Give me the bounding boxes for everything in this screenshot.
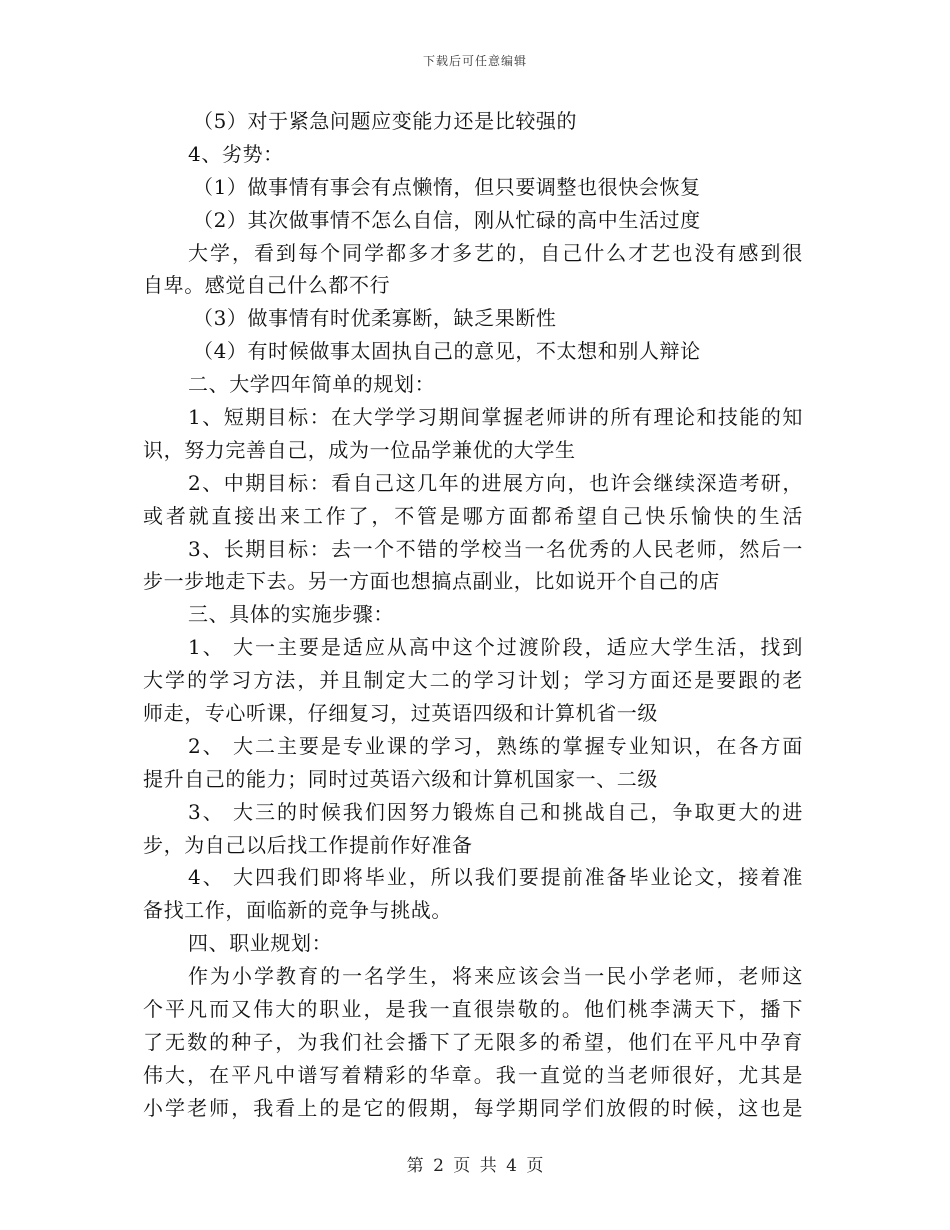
- paragraph-line: 师走，专心听课，仔细复习，过英语四级和计算机省一级: [143, 701, 658, 726]
- paragraph-line: 识，努力完善自己，成为一位品学兼优的大学生: [143, 437, 576, 462]
- paragraph-line: 4、 大四我们即将毕业，所以我们要提前准备毕业论文，接着准: [188, 865, 803, 890]
- page-header: 下载后可任意编辑: [422, 54, 527, 68]
- paragraph-line: 3、长期目标：去一个不错的学校当一名优秀的人民老师，然后一: [188, 536, 803, 561]
- paragraph-line: 大学，看到每个同学都多才多艺的，自己什么才艺也没有感到很: [188, 240, 803, 265]
- paragraph-line: 步，为自己以后找工作提前作好准备: [143, 832, 473, 857]
- paragraph-line: 个平凡而又伟大的职业，是我一直很崇敬的。他们桃李满天下，播下: [143, 997, 803, 1022]
- document-body: [143, 105, 803, 1125]
- paragraph-line: 2、 大二主要是专业课的学习，熟练的掌握专业知识，在各方面: [188, 733, 803, 758]
- paragraph-line: 3、 大三的时候我们因努力锻炼自己和挑战自己，争取更大的进: [188, 799, 803, 824]
- paragraph-line: 伟大，在平凡中谱写着精彩的华章。我一直觉的当老师很好，尤其是: [143, 1062, 803, 1087]
- section-heading: 四、职业规划：: [188, 931, 333, 956]
- paragraph-line: （3）做事情有时优柔寡断，缺乏果断性: [193, 306, 557, 331]
- paragraph-line: （4）有时候做事太固执自己的意见，不太想和别人辩论: [193, 339, 701, 364]
- section-heading: 三、具体的实施步骤：: [188, 602, 394, 627]
- paragraph-line: 或者就直接出来工作了，不管是哪方面都希望自己快乐愉快的生活: [143, 503, 803, 528]
- paragraph-line: 2、中期目标：看自己这几年的进展方向，也许会继续深造考研，: [188, 470, 803, 495]
- paragraph-line: （5）对于紧急问题应变能力还是比较强的: [193, 109, 578, 133]
- paragraph-line: 大学的学习方法，并且制定大二的学习计划；学习方面还是要跟的老: [143, 668, 803, 693]
- paragraph-line: 备找工作，面临新的竞争与挑战。: [143, 898, 452, 923]
- paragraph-line: 1、短期目标：在大学学习期间掌握老师讲的所有理论和技能的知: [188, 405, 803, 430]
- section-heading: 4、劣势：: [188, 141, 284, 166]
- paragraph-line: （1）做事情有事会有点懒惰，但只要调整也很快会恢复: [193, 174, 701, 199]
- paragraph-line: 1、 大一主要是适应从高中这个过渡阶段，适应大学生活，找到: [188, 635, 803, 660]
- paragraph-line: 步一步地走下去。另一方面也想搞点副业，比如说开个自己的店: [143, 569, 720, 594]
- paragraph-line: 自卑。感觉自己什么都不行: [143, 273, 391, 298]
- section-heading: 二、大学四年简单的规划：: [188, 372, 436, 397]
- paragraph-line: 作为小学教育的一名学生，将来应该会当一民小学老师，老师这: [188, 964, 803, 989]
- paragraph-line: 了无数的种子，为我们社会播下了无限多的希望，他们在平凡中孕育: [143, 1029, 803, 1054]
- page-footer: 第 2 页 共 4 页: [406, 1156, 544, 1176]
- paragraph-line: 小学老师，我看上的是它的假期，每学期同学们放假的时候，这也是: [143, 1095, 803, 1120]
- paragraph-line: （2）其次做事情不怎么自信，刚从忙碌的高中生活过度: [193, 207, 701, 232]
- paragraph-line: 提升自己的能力；同时过英语六级和计算机国家一、二级: [143, 766, 658, 791]
